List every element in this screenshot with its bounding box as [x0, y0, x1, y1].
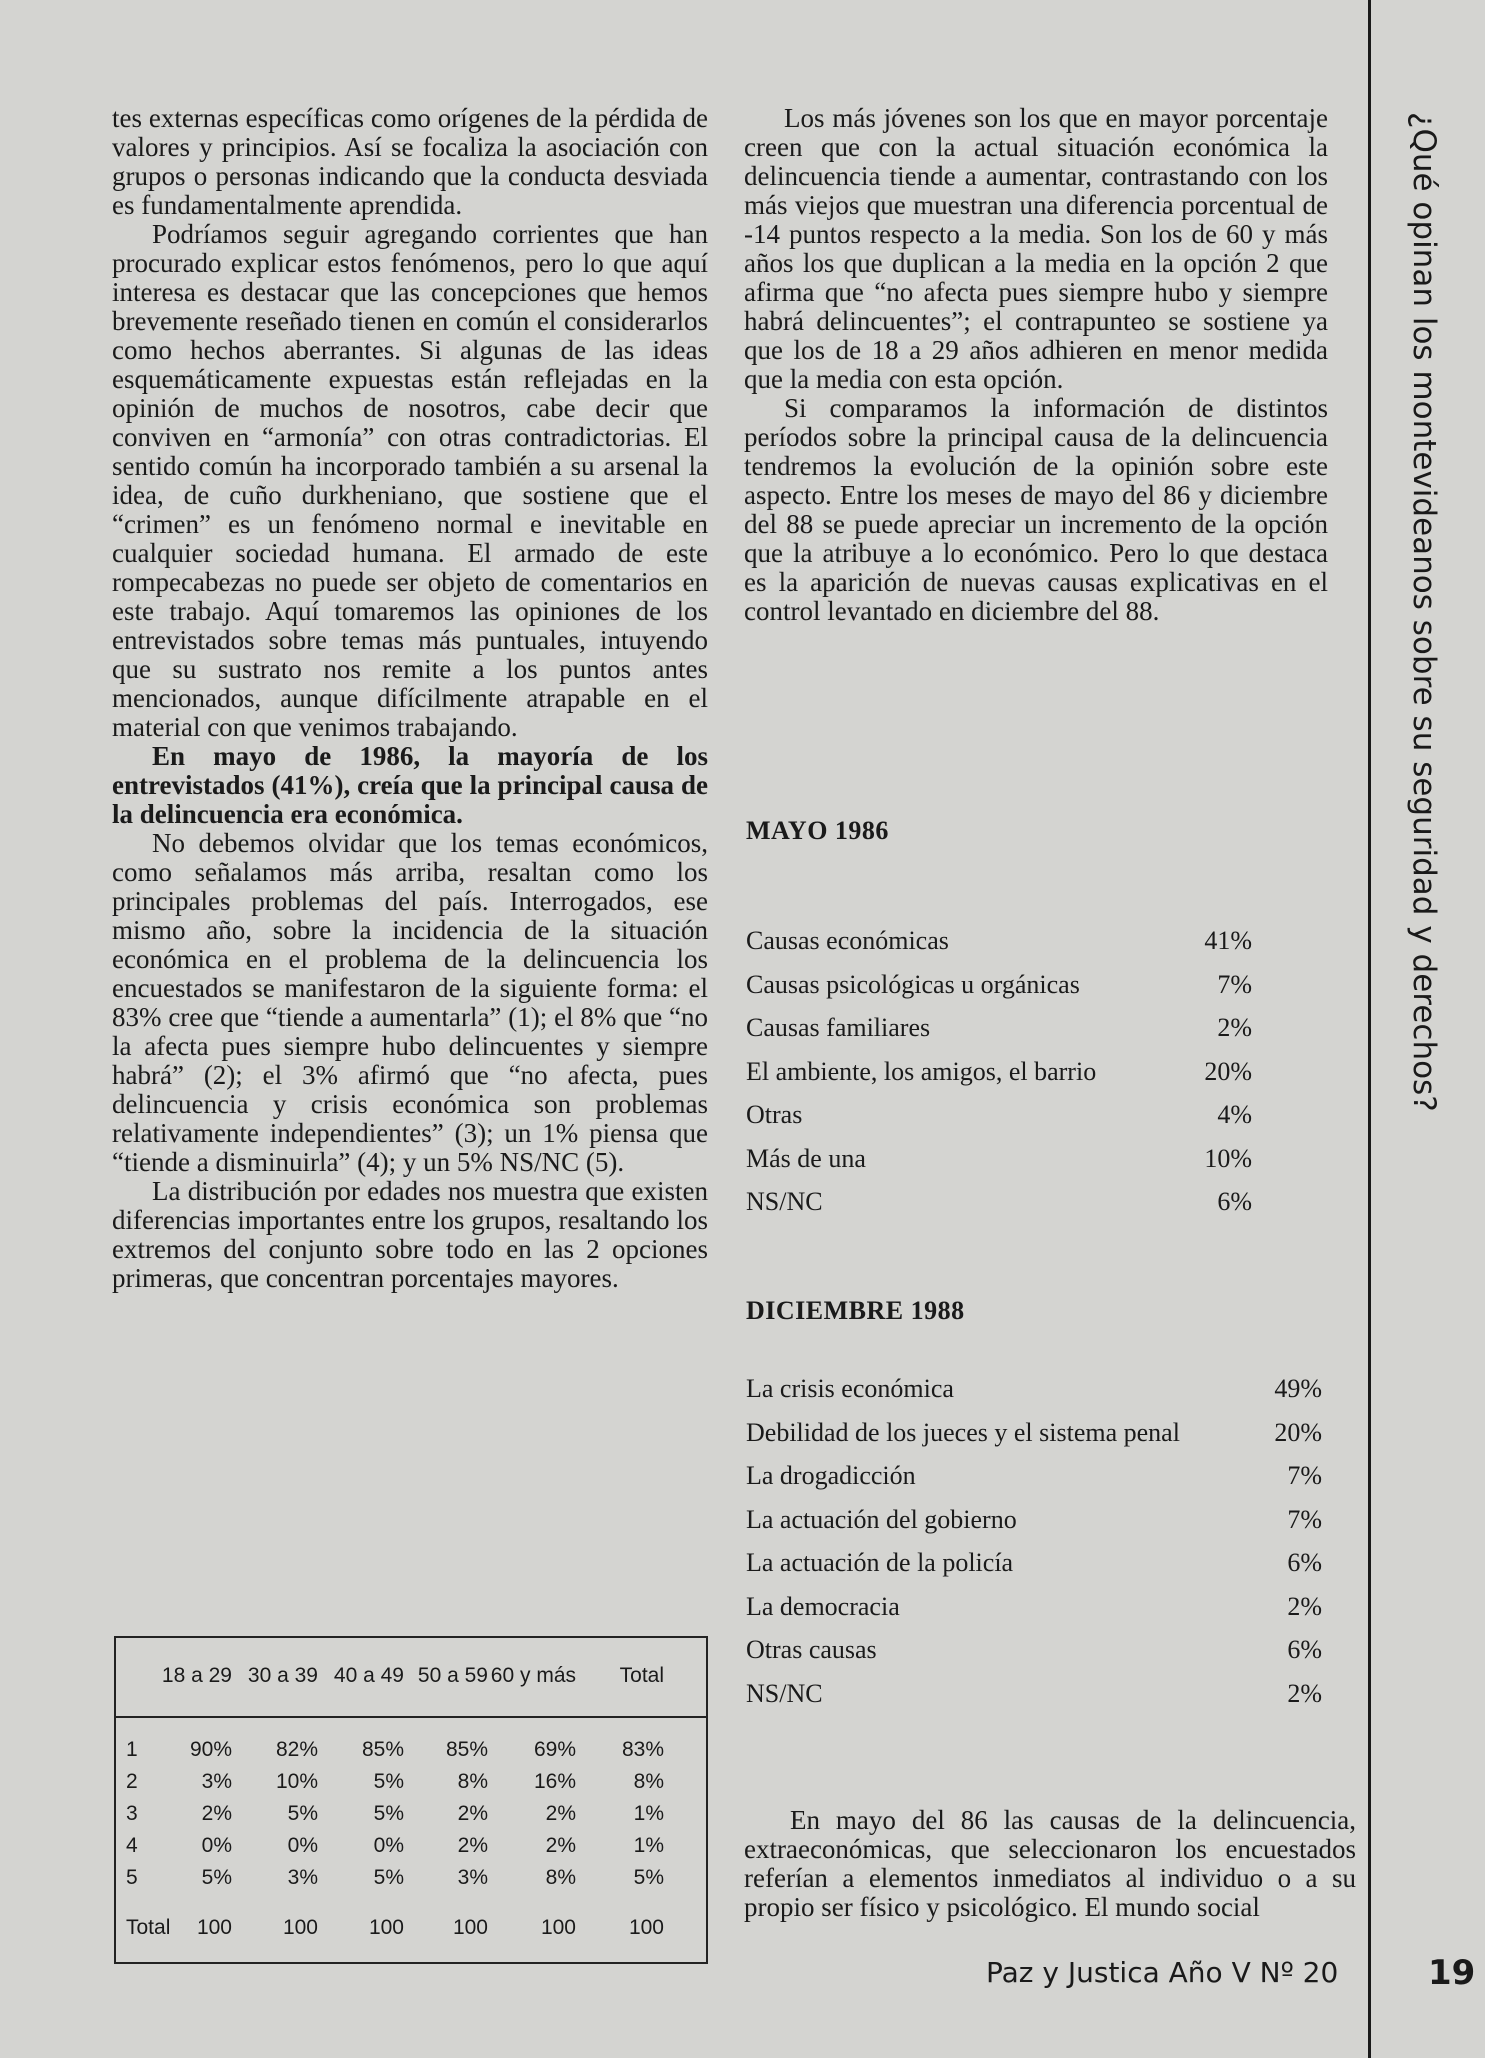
table-cell: 5%	[201, 1866, 232, 1889]
list-item	[746, 1100, 1252, 1130]
cause-label: Más de una	[746, 1143, 866, 1173]
cause-label: Causas económicas	[746, 926, 949, 955]
table-cell: 2%	[457, 1834, 488, 1857]
paragraph: Si comparamos la información de distintos períodos sobre la principal causa de la delincuencia tendremos la evolución de la opinión sobre este aspecto. Entre los meses de mayo del 86 y diciembre del 88 se puede apreciar un incremento de la opción que la atribuye a lo económico. Pero lo que destaca es la aparición de nuevas causas explicativas en el control levantado en diciembre del 88.	[744, 393, 1328, 626]
table-column-header: 50 a 59	[417, 1664, 488, 1687]
paragraph: En mayo del 86 las causas de la delincuencia, extraeconómicas, que seleccionaron los encuestados referían a elementos inmediatos al individuo o a su propio ser físico y psicológico. El mundo social	[744, 1805, 1356, 1922]
cause-label: La democracia	[746, 1591, 900, 1621]
table-cell: 5%	[373, 1802, 404, 1825]
row-label: Total	[126, 1916, 171, 1939]
paragraph: tes externas específicas como orígenes de la pérdida de valores y principios. Así se focaliza la asociación con grupos o personas indicando que la conducta desviada es fundamentalmente aprendida.	[112, 103, 708, 220]
table-column-header: 18 a 29	[161, 1664, 232, 1687]
list-item	[746, 1057, 1252, 1087]
table-cell: 100	[628, 1916, 664, 1939]
table-cell: 0%	[201, 1834, 232, 1857]
cause-percentage: 7%	[1287, 1504, 1322, 1534]
table-cell: 16%	[533, 1770, 576, 1793]
list-item	[746, 1144, 1252, 1174]
section-heading-mayo-1986: MAYO 1986	[746, 816, 889, 845]
list-item	[746, 1013, 1252, 1043]
cause-label: Causas psicológicas u orgánicas	[746, 969, 1080, 999]
table-cell: 0%	[287, 1834, 318, 1857]
list-item	[746, 1461, 1322, 1491]
paragraph: La distribución por edades nos muestra que existen diferencias importantes entre los grupos, resaltando los extremos del conjunto sobre todo en las 2 opciones primeras, que concentran porcentajes mayores.	[112, 1176, 708, 1293]
list-item	[746, 1548, 1322, 1578]
table-column-header: 60 y más	[490, 1664, 576, 1687]
cause-percentage: 20%	[1274, 1417, 1322, 1447]
table-cell: 85%	[361, 1738, 404, 1761]
paragraph-bold	[112, 742, 708, 829]
cause-percentage: 6%	[1217, 1187, 1252, 1216]
table-cell: 3%	[287, 1866, 318, 1889]
cause-percentage: 49%	[1274, 1374, 1322, 1403]
table-cell: 3%	[457, 1866, 488, 1889]
table-row	[116, 1916, 706, 1946]
cause-label: Otras	[746, 1100, 803, 1129]
cause-label: Causas familiares	[746, 1013, 931, 1042]
list-item	[746, 1635, 1322, 1665]
table-cell: 69%	[533, 1738, 576, 1761]
cause-label: NS/NC	[746, 1187, 823, 1216]
cause-percentage: 41%	[1204, 926, 1252, 955]
list-item	[746, 970, 1252, 1000]
row-label: 1	[126, 1738, 138, 1761]
list-item	[746, 926, 1252, 956]
row-label: 5	[126, 1866, 138, 1889]
table-cell: 8%	[457, 1770, 488, 1793]
cause-percentage: 7%	[1217, 969, 1252, 999]
table-column-header: Total	[619, 1664, 664, 1687]
table-cell: 1%	[633, 1802, 664, 1825]
cause-percentage: 20%	[1204, 1056, 1252, 1086]
list-item	[746, 1187, 1252, 1217]
table-cell: 100	[452, 1916, 488, 1939]
table-cell: 100	[540, 1916, 576, 1939]
cause-label: El ambiente, los amigos, el barrio	[746, 1056, 1097, 1086]
table-cell: 10%	[275, 1770, 318, 1793]
table-cell: 5%	[287, 1802, 318, 1825]
list-item	[746, 1592, 1322, 1622]
list-item	[746, 1505, 1322, 1535]
table-cell: 5%	[373, 1770, 404, 1793]
table-cell: 8%	[545, 1866, 576, 1889]
row-label: 2	[126, 1770, 138, 1793]
cause-percentage: 10%	[1204, 1143, 1252, 1173]
table-cell: 100	[368, 1916, 404, 1939]
list-item	[746, 1679, 1322, 1709]
cause-label: NS/NC	[746, 1678, 823, 1708]
bold-text: En mayo de 1986, la mayoría de los entrevistados (41%), creía que la principal causa de la delincuencia era económica.	[112, 741, 708, 829]
table-row	[116, 1834, 706, 1864]
table-cell: 100	[282, 1916, 318, 1939]
table-row	[116, 1866, 706, 1896]
cause-percentage: 2%	[1287, 1678, 1322, 1708]
table-cell: 0%	[373, 1834, 404, 1857]
paragraph: Podríamos seguir agregando corrientes que han procurado explicar estos fenómenos, pero lo que aquí interesa es destacar que las concepciones que hemos brevemente reseñado tienen en común el considerarlos como hechos aberrantes. Si algunas de las ideas esquemáticamente expuestas están reflejadas en la opinión de muchos de nosotros, cabe decir que conviven en “armonía” con otras contradictorias. El sentido común ha incorporado también a su arsenal la idea, de cuño durkheniano, que sostiene que el “crimen” es un fenómeno normal e inevitable en cualquier sociedad humana. El armado de este rompecabezas no puede ser objeto de comentarios en este trabajo. Aquí tomaremos las opiniones de los entrevistados sobre temas más puntuales, intuyendo que su sustrato nos remite a los puntos antes mencionados, aunque difícilmente atrapable en el material con que venimos trabajando.	[112, 219, 708, 742]
table-cell: 82%	[275, 1738, 318, 1761]
table-cell: 90%	[189, 1738, 232, 1761]
cause-label: Otras causas	[746, 1635, 877, 1664]
table-cell: 5%	[373, 1866, 404, 1889]
table-header	[116, 1638, 706, 1718]
vertical-rule	[1368, 0, 1371, 2058]
cause-percentage: 7%	[1287, 1461, 1322, 1490]
table-cell: 5%	[633, 1866, 664, 1889]
table-cell: 2%	[201, 1802, 232, 1825]
cause-percentage: 2%	[1217, 1013, 1252, 1042]
table-column-header: 40 a 49	[333, 1664, 404, 1687]
section-heading-diciembre-1988: DICIEMBRE 1988	[746, 1296, 965, 1325]
right-column	[744, 104, 1328, 626]
magazine-footer: Paz y Justica Año V Nº 20	[986, 1956, 1339, 1989]
cause-percentage: 6%	[1287, 1548, 1322, 1577]
list-item	[746, 1374, 1322, 1404]
list-item	[746, 1418, 1322, 1448]
cause-label: La drogadicción	[746, 1461, 916, 1490]
cause-percentage: 6%	[1287, 1635, 1322, 1664]
row-label: 3	[126, 1802, 138, 1825]
table-cell: 3%	[201, 1770, 232, 1793]
cause-label: La actuación de la policía	[746, 1548, 1014, 1577]
table-cell: 100	[196, 1916, 232, 1939]
table-cell: 2%	[457, 1802, 488, 1825]
cause-label: La crisis económica	[746, 1374, 954, 1403]
table-cell: 8%	[633, 1770, 664, 1793]
table-row	[116, 1770, 706, 1800]
paragraph: No debemos olvidar que los temas económicos, como señalamos más arriba, resaltan como los principales problemas del país. Interrogados, ese mismo año, sobre la incidencia de la situación económica en el problema de la delincuencia los encuestados se manifestaron de la siguiente forma: el 83% cree que “tiende a aumentarla” (1); el 8% que “no la afecta pues siempre hubo delincuentes y siempre habrá” (2); el 3% afirmó que “no afecta, pues delincuencia y crisis económica son problemas relativamente independientes” (3); un 1% piensa que “tiende a disminuirla” (4); y un 5% NS/NC (5).	[112, 828, 708, 1177]
table-column-header: 30 a 39	[247, 1664, 318, 1687]
table-row	[116, 1738, 706, 1768]
cause-label: La actuación del gobierno	[746, 1504, 1017, 1534]
row-label: 4	[126, 1834, 138, 1857]
table-cell: 2%	[545, 1802, 576, 1825]
page-number: 19	[1428, 1953, 1476, 1993]
running-title: ¿Qué opinan los montevideanos sobre su seguridad y derechos?	[1406, 112, 1442, 1112]
table-cell: 83%	[621, 1738, 664, 1761]
right-column-end	[744, 1806, 1356, 1922]
cause-label: Debilidad de los jueces y el sistema penal	[746, 1417, 1180, 1447]
cause-percentage: 4%	[1217, 1100, 1252, 1129]
paragraph: Los más jóvenes son los que en mayor porcentaje creen que con la actual situación económica la delincuencia tiende a aumentar, contrastando con los más viejos que muestran una diferencia porcentual de -14 puntos respecto a la media. Son los de 60 y más años los que duplican a la media en la opción 2 que afirma que “no afecta pues siempre hubo y siempre habrá delincuentes”; el contrapunteo se sostiene ya que los de 18 a 29 años adhieren en menor medida que la media con esta opción.	[744, 103, 1328, 394]
table-cell: 2%	[545, 1834, 576, 1857]
table-cell: 1%	[633, 1834, 664, 1857]
cause-percentage: 2%	[1287, 1591, 1322, 1621]
age-distribution-table	[114, 1636, 708, 1964]
left-column	[112, 104, 708, 1293]
table-cell: 85%	[445, 1738, 488, 1761]
table-row	[116, 1802, 706, 1832]
